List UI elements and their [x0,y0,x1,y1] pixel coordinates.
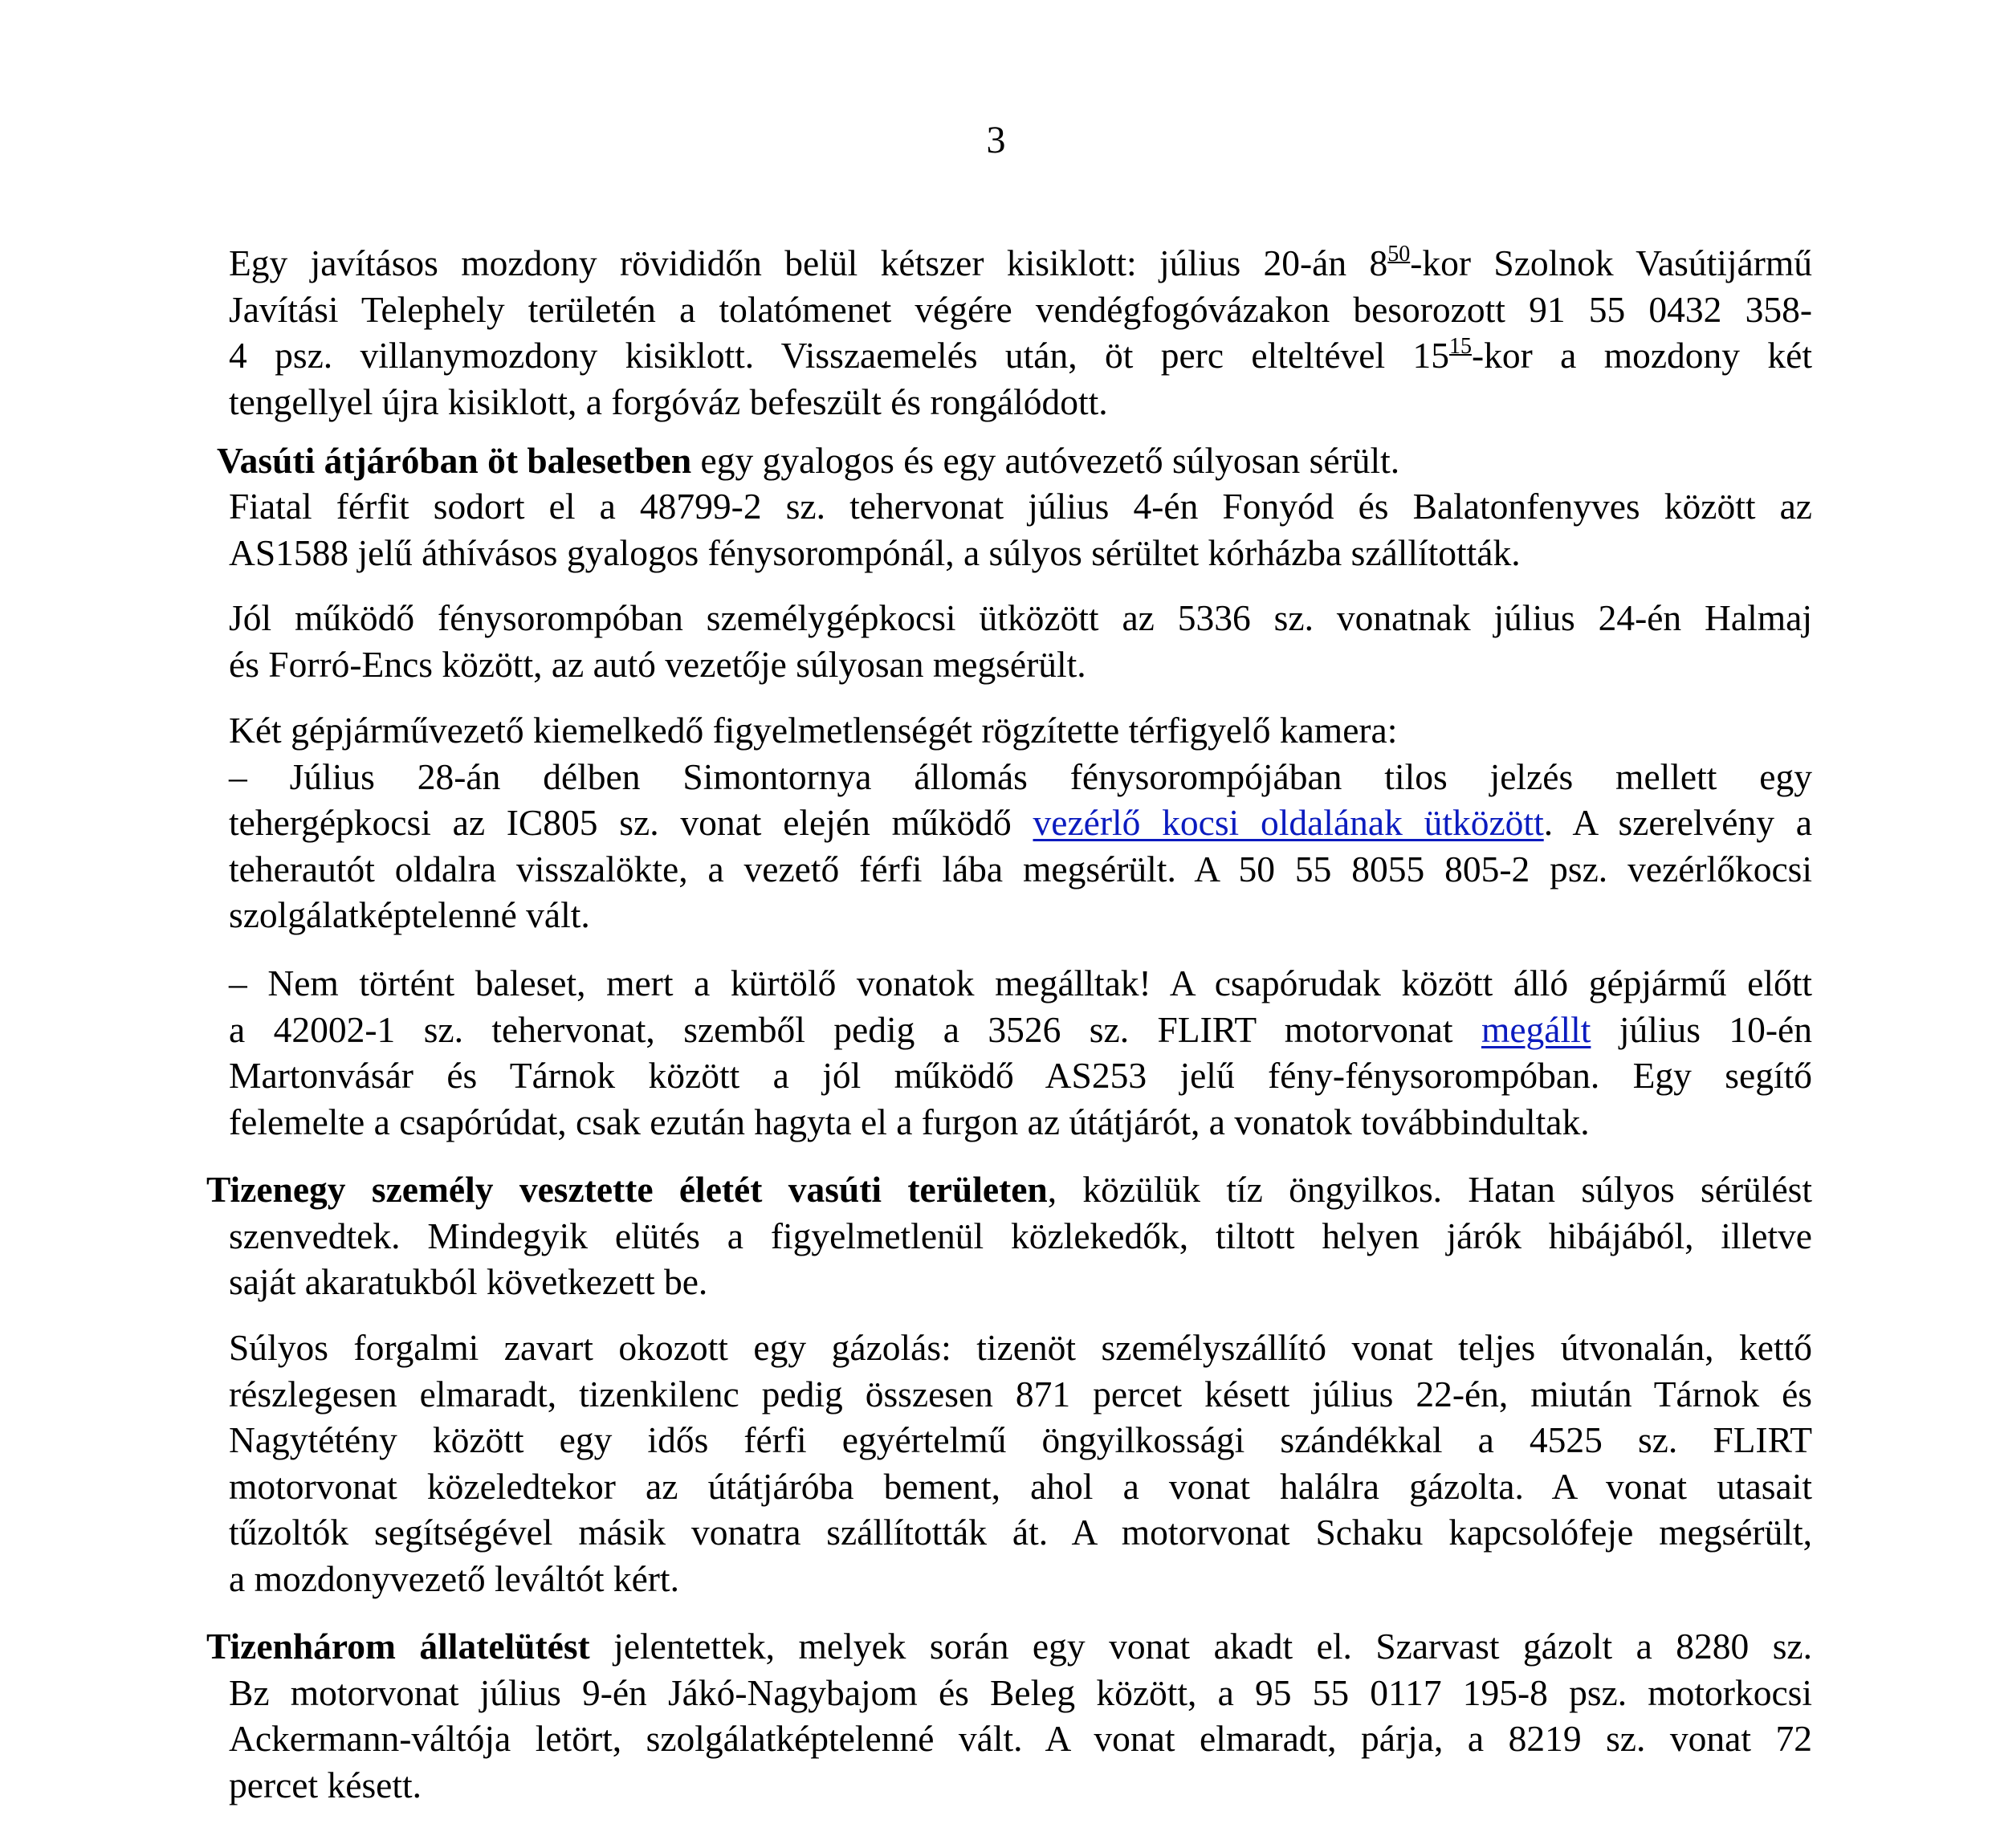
time-superscript: 15 [1448,334,1472,359]
text-line: szolgálatképtelenné vált. [229,894,590,935]
bold-heading: Vasúti átjáróban öt balesetben [217,440,692,481]
text-line [229,1007,1812,1053]
text-line [206,1623,1812,1670]
text-line: AS1588 jelű áthívásos gyalogos fénysorompónál, a súlyos sérültet kórházba szállították. [229,531,1521,573]
text-line: motorvonat közeledtekor az útátjáróba bement, ahol a vonat halálra gázolta. A vonat utasait [229,1465,1812,1507]
text-line: tengellyel újra kisiklott, a forgóváz befeszült és rongálódott. [229,381,1108,422]
text-line: Bz motorvonat július 9-én Jákó-Nagybajom és Beleg között, a 95 55 0117 195-8 psz. motorkocsi [229,1671,1812,1713]
stopped-video-link[interactable]: megállt [1481,1008,1591,1050]
text-line: Fiatal férfit sodort el a 48799-2 sz. tehervonat július 4-én Fonyód és Balatonfenyves között az [229,486,1812,527]
paragraph-pedestrian-accident [229,483,1812,576]
text-line: saját akaratukból következett be. [229,1261,708,1302]
paragraph-crossing-accidents-heading [217,438,1815,484]
text-line: szenvedtek. Mindegyik elütés a figyelmetlenül közlekedők, tiltott helyen járók hibájából, illetve [229,1215,1812,1256]
text-run: jelentettek, melyek során egy vonat akadt el. Szarvast gázolt a 8280 sz. [589,1626,1812,1667]
text-line: Javítási Telephely területén a tolatómenet végére vendégfogóvázakon besorozott 91 55 0432 358- [229,288,1812,330]
bold-heading: Tizenegy személy vesztette életét vasúti területen [206,1169,1048,1210]
text-line: és Forró-Encs között, az autó vezetője súlyosan megsérült. [229,643,1086,685]
collision-video-link[interactable]: vezérlő kocsi oldalának ütközött [1033,802,1544,843]
text-line: tűzoltók segítségével másik vonatra szállították át. A motorvonat Schaku kapcsolófeje megsérült, [229,1512,1812,1553]
text-line: Nagytétény között egy idős férfi egyértelmű öngyilkossági szándékkal a 4525 sz. FLIRT [229,1419,1812,1460]
text-line [229,800,1812,846]
bold-heading: Tizenhárom állatelütést [206,1626,590,1667]
text-line: – Július 28-án délben Simontornya állomás fénysorompójában tilos jelzés mellett egy [229,755,1812,797]
paragraph-no-accident [229,960,1812,1145]
text-line: részlegesen elmaradt, tizenkilenc pedig összesen 871 percet késett július 22-én, miután Tárnok és [229,1373,1812,1414]
text-run: 4 psz. villanymozdony kisiklott. Visszaemelés után, öt perc elteltével 15 [229,335,1449,376]
paragraph-derailment [229,240,1812,425]
paragraph-animal-strikes [206,1623,1812,1808]
text-run: egy gyalogos és egy autóvezető súlyosan sérült. [691,440,1400,481]
page-number: 3 [986,119,1006,161]
text-run: . A szerelvény a [1543,802,1812,843]
text-line [229,240,1812,287]
text-line [206,1166,1812,1213]
text-line: a mozdonyvezető leváltót kért. [229,1557,679,1599]
text-run: -kor Szolnok Vasútijármű [1410,242,1812,283]
text-line: – Nem történt baleset, mert a kürtölő vonatok megálltak! A csapórudak között álló gépjármű előtt [229,963,1812,1003]
text-run: Egy javításos mozdony rövididőn belül kétszer kisiklott: július 20-án 8 [229,242,1388,283]
text-line: Súlyos forgalmi zavart okozott egy gázolás: tizenöt személyszállító vonat teljes útvonalán, kettő [229,1327,1812,1368]
paragraph-car-collision [229,595,1812,687]
text-line: percet késett. [229,1764,422,1805]
text-line: felemelte a csapórúdat, csak ezután hagyta el a furgon az útátjárót, a vonatok továbbindultak. [229,1101,1590,1142]
text-line: Jól működő fénysorompóban személygépkocsi ütközött az 5336 sz. vonatnak július 24-én Halmaj [229,597,1812,638]
text-line: Két gépjárművezető kiemelkedő figyelmetlenségét rögzítette térfigyelő kamera: [229,710,1398,751]
text-line [217,438,1815,484]
text-line: Ackermann-váltója letört, szolgálatképtelenné vált. A vonat elmaradt, párja, a 8219 sz. vonat 72 [229,1718,1812,1759]
text-run: , közülük tíz öngyilkos. Hatan súlyos sérülést [1047,1169,1812,1210]
text-run: -kor a mozdony két [1471,335,1812,376]
text-line: Martonvásár és Tárnok között a jól működő AS253 jelű fény-fénysorompóban. Egy segítő [229,1055,1812,1096]
text-run: a 42002-1 sz. tehervonat, szemből pedig a 3526 sz. FLIRT motorvonat [229,1008,1481,1050]
paragraph-camera-recorded [229,707,1812,938]
text-run: július 10-én [1591,1008,1812,1050]
paragraph-fatalities [206,1166,1812,1305]
paragraph-traffic-disruption [229,1325,1812,1602]
time-superscript: 50 [1387,242,1411,267]
text-line [229,332,1812,379]
text-line: teherautót oldalra visszalökte, a vezető férfi lába megsérült. A 50 55 8055 805-2 psz. vezérlőkocsi [229,848,1812,889]
text-run: tehergépkocsi az IC805 sz. vonat elején működő [229,802,1033,843]
